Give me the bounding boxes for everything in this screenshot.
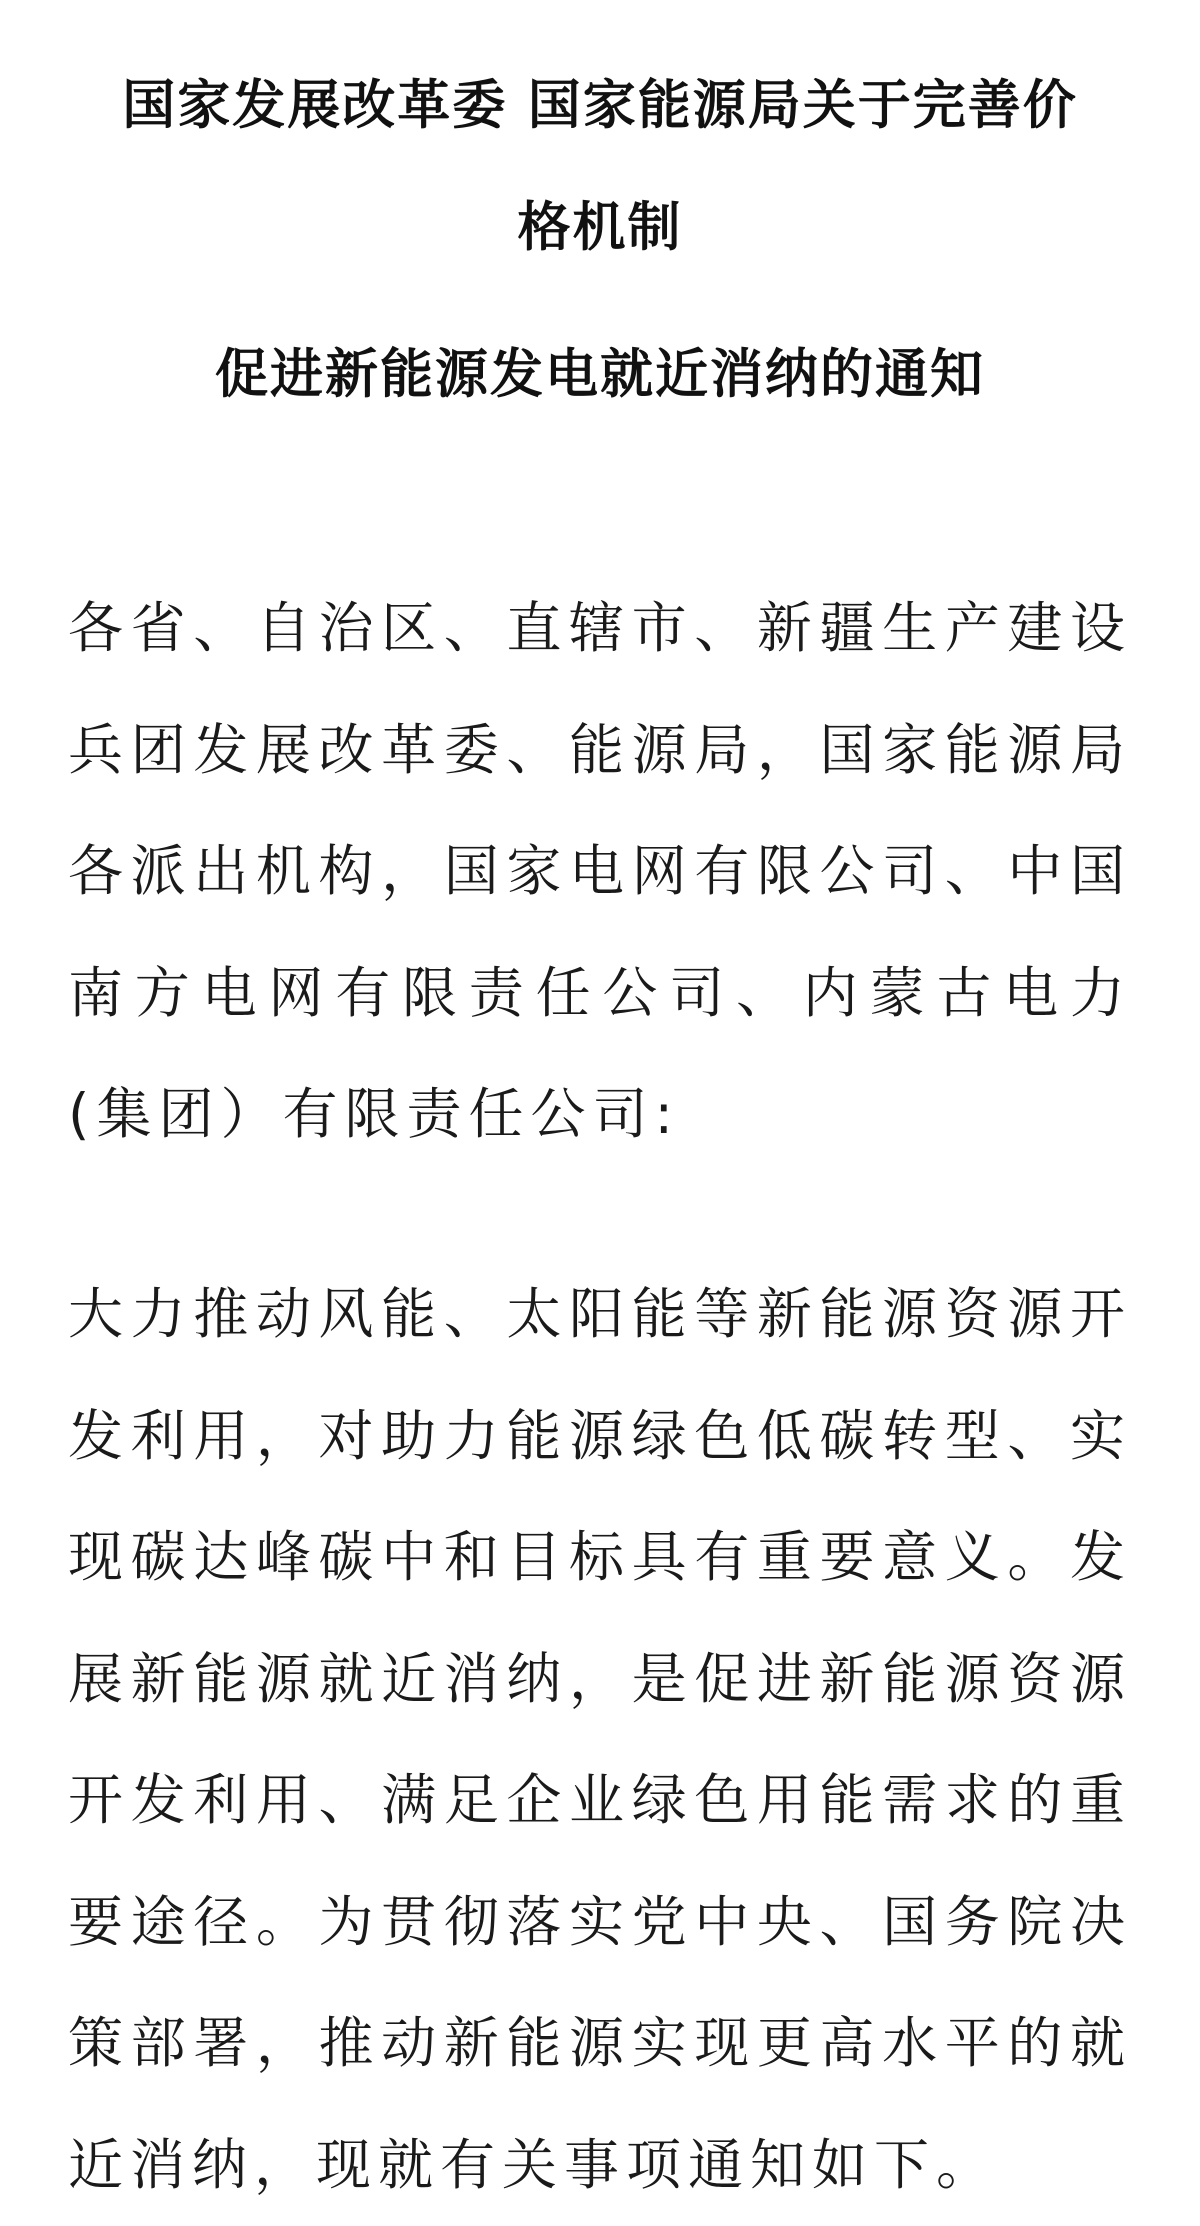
body-paragraph: 大力推动风能、太阳能等新能源资源开发利用，对助力能源绿色低碳转型、实现碳达峰碳中和目标具有重要意义。发展新能源就近消纳，是促进新能源资源开发利用、满足企业绿色用能需求的重要途径。为贯彻落实党中央、国务院决策部署，推动新能源实现更高水平的就近消纳，现就有关事项通知如下。 xyxy=(68,1282,1132,2197)
salutation-paragraph: 各省、自治区、直辖市、新疆生产建设兵团发展改革委、能源局，国家能源局各派出机构，国家电网有限公司、中国南方电网有限责任公司、内蒙古电力(集团）有限责任公司: xyxy=(68,596,1132,1146)
title-line-1: 国家发展改革委 国家能源局关于完善价 xyxy=(122,75,1078,136)
document-subtitle: 促进新能源发电就近消纳的通知 xyxy=(215,344,985,405)
title-line-2: 格机制 xyxy=(517,197,683,258)
